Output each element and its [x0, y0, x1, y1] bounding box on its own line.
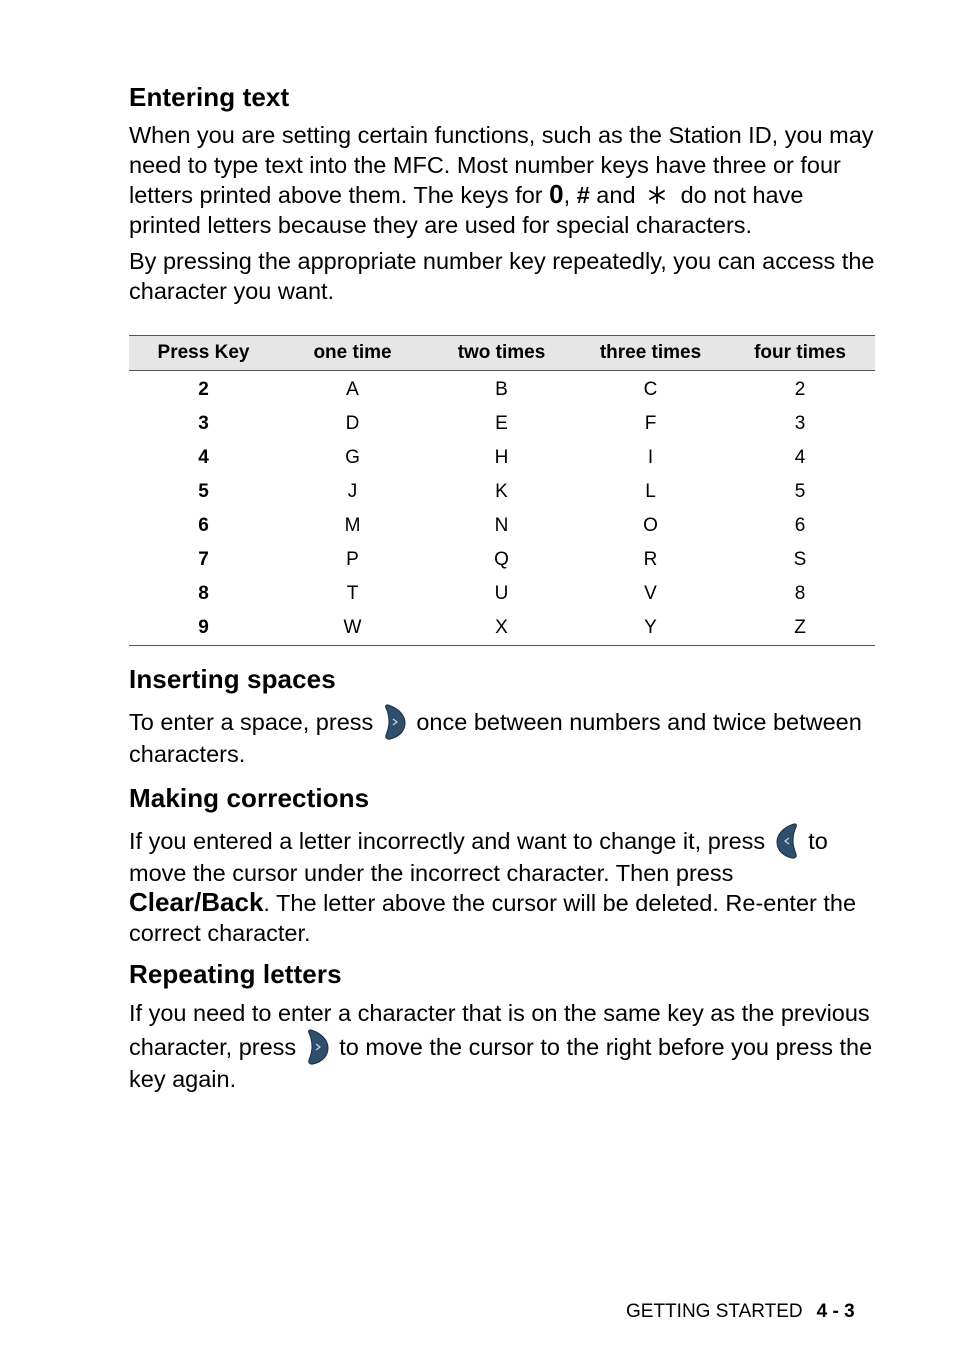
making-corrections-paragraph: If you entered a letter incorrectly and want to change it, press to move the cursor under the incorrect character. Then press Clear/Back. The letter above the cursor will be deleted. Re-enter the correct character.	[129, 823, 875, 949]
table-row: 7 P Q R S	[198, 549, 807, 570]
key-clear-back-label: Clear/Back	[129, 887, 264, 917]
table-row: 6 M N O 6	[198, 515, 806, 536]
page-content	[129, 80, 875, 1094]
table-row: 4 G H I 4	[198, 447, 806, 468]
col-four-times: four times	[725, 336, 875, 371]
table-row: 2 A B C 2	[198, 379, 806, 400]
nav-right-key-icon	[384, 704, 406, 740]
key-hash-label: #	[576, 182, 590, 208]
heading-repeating-letters: Repeating letters	[129, 959, 342, 989]
col-press-key: Press Key	[129, 336, 278, 371]
col-one-time: one time	[278, 336, 427, 371]
inserting-spaces-paragraph: To enter a space, press once between numbers and twice between characters.	[129, 704, 875, 770]
repeating-letters-paragraph: If you need to enter a character that is on the same key as the previous character, press to move the cursor to the right before you press the key again.	[129, 1000, 873, 1092]
nav-right-key-icon	[307, 1029, 329, 1065]
page-footer	[626, 1301, 876, 1323]
entering-text-paragraph-1: When you are setting certain functions, such as the Station ID, you may need to type text into the MFC. Most number keys have three or four letters printed above them. The keys for 0, # and do not have printed letters because they are used for special characters.	[129, 122, 874, 238]
col-two-times: two times	[427, 336, 576, 371]
nav-left-key-icon	[776, 823, 798, 859]
col-three-times: three times	[576, 336, 725, 371]
key-character-table	[129, 335, 875, 646]
heading-making-corrections: Making corrections	[129, 782, 370, 813]
table-row: 8 T U V 8	[198, 583, 806, 604]
table-row: 3 D E F 3	[198, 413, 806, 434]
key-zero-label: 0	[549, 179, 564, 209]
heading-inserting-spaces: Inserting spaces	[129, 664, 336, 694]
table-row: 5 J K L 5	[198, 481, 806, 502]
footer-section-name: GETTING STARTED	[626, 1301, 803, 1322]
table-row: 9 W X Y Z	[129, 611, 875, 646]
footer-page-number: 4 - 3	[816, 1301, 855, 1322]
heading-entering-text: Entering text	[129, 82, 290, 112]
star-key-icon	[648, 186, 666, 204]
table-header-row	[129, 336, 875, 371]
entering-text-paragraph-2: By pressing the appropriate number key repeatedly, you can access the character you want.	[129, 248, 875, 304]
